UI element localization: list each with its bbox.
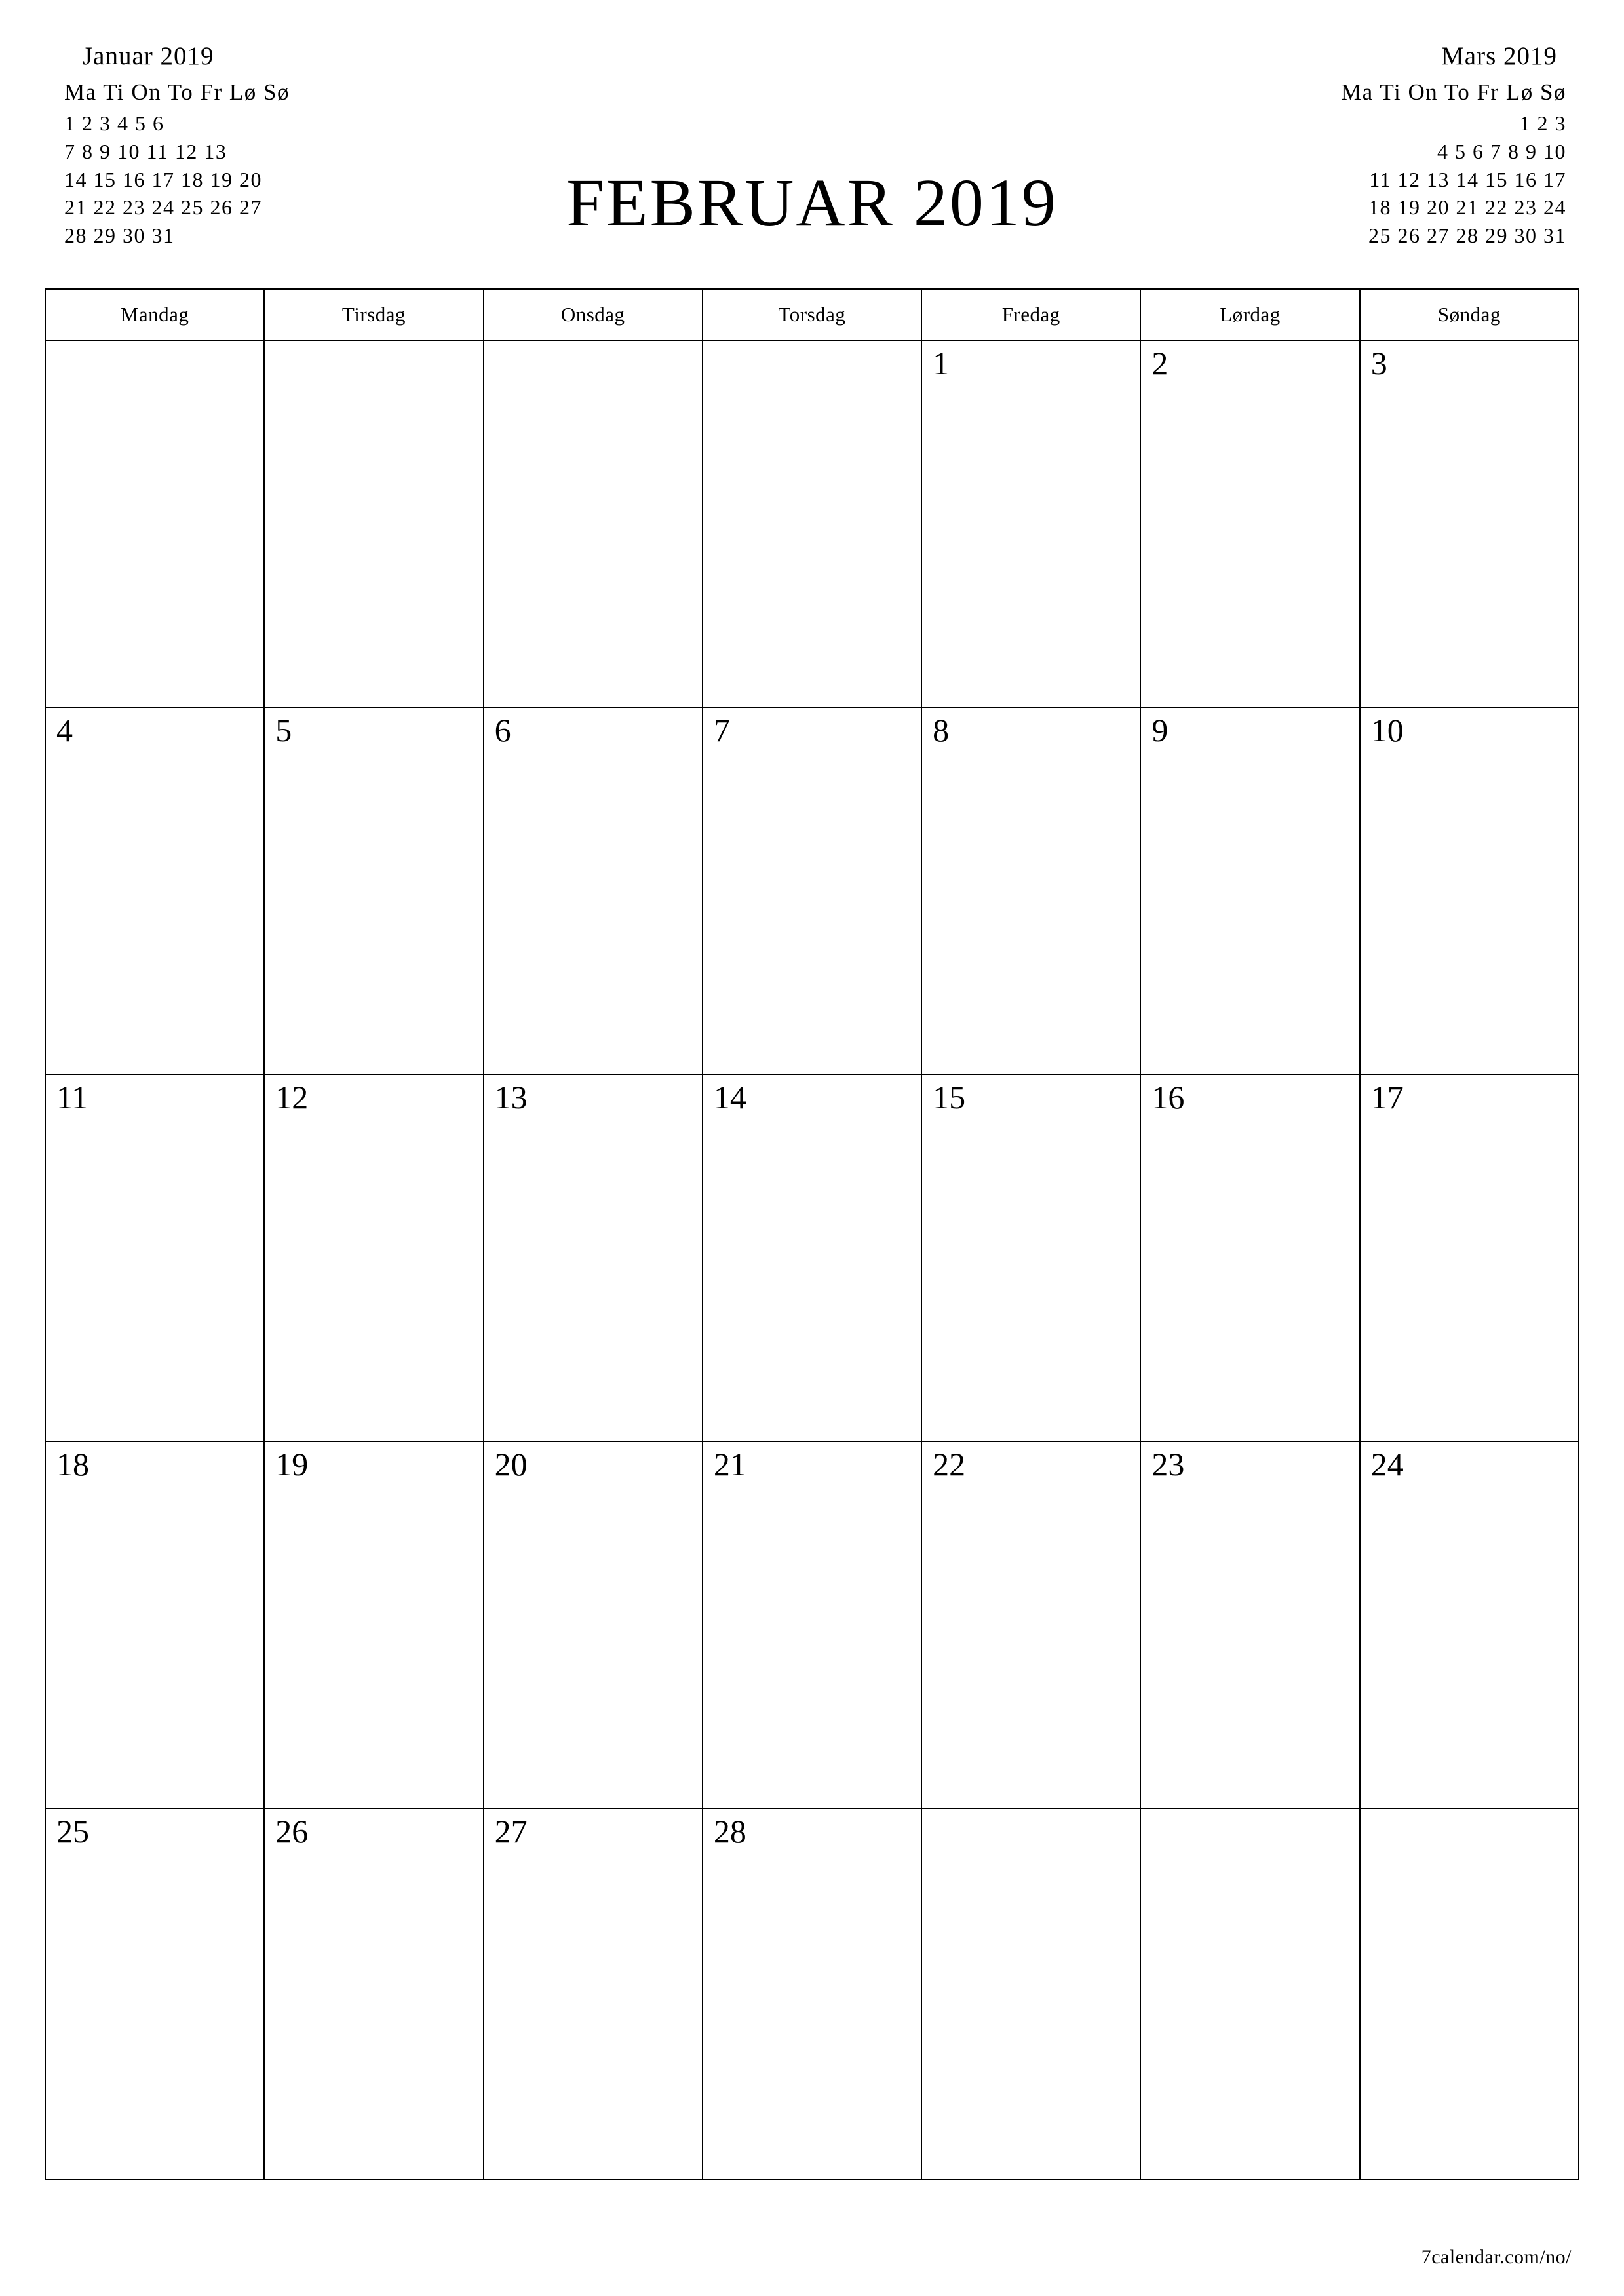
day-cell[interactable] [922,1442,1141,1809]
day-number: 3 [1370,345,1387,381]
mini-calendar-next-week: 25 26 27 28 29 30 31 [1368,223,1566,247]
day-cell[interactable] [922,341,1141,708]
day-number: 26 [275,1813,309,1850]
mini-calendar-previous-week: 7 8 9 10 11 12 13 [64,139,227,163]
day-number: 10 [1370,712,1404,749]
weekday-header-monday [46,290,265,341]
day-cell[interactable] [703,341,922,708]
day-cell[interactable] [46,341,265,708]
day-cell[interactable] [46,1442,265,1809]
day-number: 11 [56,1079,88,1116]
weekday-header-label: Tirsdag [341,303,406,326]
day-number: 14 [713,1079,746,1116]
day-cell[interactable] [1361,341,1579,708]
day-cell[interactable] [1361,708,1579,1075]
day-cell[interactable] [484,1442,703,1809]
day-number: 6 [494,712,511,749]
weekday-header-label: Fredag [1001,303,1060,326]
day-cell[interactable] [484,1809,703,2180]
weekday-header-thursday [703,290,922,341]
day-number: 15 [933,1079,966,1116]
weekday-header-label: Mandag [120,303,189,326]
day-cell[interactable] [703,1809,922,2180]
weekday-header-label: Søndag [1437,303,1501,326]
day-cell[interactable] [46,708,265,1075]
day-cell[interactable] [265,1442,484,1809]
day-number: 17 [1370,1079,1404,1116]
day-number: 20 [494,1446,528,1483]
day-number: 7 [713,712,730,749]
day-number: 1 [933,345,950,381]
day-cell[interactable] [46,1809,265,2180]
day-cell[interactable] [1141,1075,1360,1442]
day-cell[interactable] [1361,1809,1579,2180]
day-number: 21 [713,1446,746,1483]
mini-calendar-previous-week: 1 2 3 4 5 6 [64,111,164,136]
day-number: 2 [1151,345,1169,381]
week-row [46,1809,1579,2180]
day-number: 19 [275,1446,309,1483]
mini-calendar-previous-weekdays: Ma Ti On To Fr Lø Sø [64,79,290,105]
day-cell[interactable] [1141,1442,1360,1809]
day-number: 16 [1151,1079,1185,1116]
day-number: 23 [1151,1446,1185,1483]
mini-calendar-next-week: 4 5 6 7 8 9 10 [1437,139,1566,163]
day-cell[interactable] [265,1075,484,1442]
day-number: 12 [275,1079,309,1116]
mini-calendar-next-week: 1 2 3 [1519,111,1566,136]
weekday-header-saturday [1141,290,1360,341]
source-watermark: 7calendar.com/no/ [1421,2246,1572,2268]
day-cell[interactable] [265,341,484,708]
mini-calendar-previous-title: Januar 2019 [83,42,214,70]
month-grid [45,288,1579,2180]
day-number: 27 [494,1813,528,1850]
day-number: 9 [1151,712,1169,749]
weekday-header-row [46,290,1579,341]
day-cell[interactable] [484,341,703,708]
mini-calendar-next-title: Mars 2019 [1441,42,1557,70]
day-cell[interactable] [922,1075,1141,1442]
week-row [46,1442,1579,1809]
mini-calendar-next-week: 11 12 13 14 15 16 17 [1369,167,1566,191]
weekday-header-wednesday [484,290,703,341]
day-cell[interactable] [46,1075,265,1442]
day-cell[interactable] [1141,341,1360,708]
day-number: 18 [56,1446,89,1483]
mini-calendar-previous-week: 14 15 16 17 18 19 20 [64,167,262,191]
day-cell[interactable] [265,708,484,1075]
weekday-header-label: Onsdag [560,303,625,326]
weekday-header-label: Torsdag [778,303,846,326]
week-row [46,1075,1579,1442]
day-cell[interactable] [703,1442,922,1809]
day-number: 22 [933,1446,966,1483]
day-number: 8 [933,712,950,749]
weekday-header-label: Lørdag [1220,303,1281,326]
day-cell[interactable] [922,708,1141,1075]
day-cell[interactable] [484,708,703,1075]
day-cell[interactable] [1361,1442,1579,1809]
day-cell[interactable] [703,1075,922,1442]
day-number: 13 [494,1079,528,1116]
day-number: 25 [56,1813,89,1850]
day-number: 4 [56,712,73,749]
day-number: 24 [1370,1446,1404,1483]
day-cell[interactable] [1141,708,1360,1075]
weekday-header-friday [922,290,1141,341]
weekday-header-sunday [1361,290,1579,341]
mini-calendar-next-week: 18 19 20 21 22 23 24 [1368,195,1566,220]
day-cell[interactable] [1141,1809,1360,2180]
page-title: FEBRUAR 2019 [566,165,1058,241]
week-row [46,341,1579,708]
day-cell[interactable] [703,708,922,1075]
day-cell[interactable] [922,1809,1141,2180]
day-number: 28 [713,1813,746,1850]
day-cell[interactable] [484,1075,703,1442]
calendar-header [45,39,1579,288]
day-cell[interactable] [1361,1075,1579,1442]
mini-calendar-previous-week: 28 29 30 31 [64,223,175,247]
weekday-header-tuesday [265,290,484,341]
mini-calendar-previous-week: 21 22 23 24 25 26 27 [64,195,262,220]
day-number: 5 [275,712,292,749]
day-cell[interactable] [265,1809,484,2180]
week-row [46,708,1579,1075]
mini-calendar-next-weekdays: Ma Ti On To Fr Lø Sø [1341,79,1566,105]
